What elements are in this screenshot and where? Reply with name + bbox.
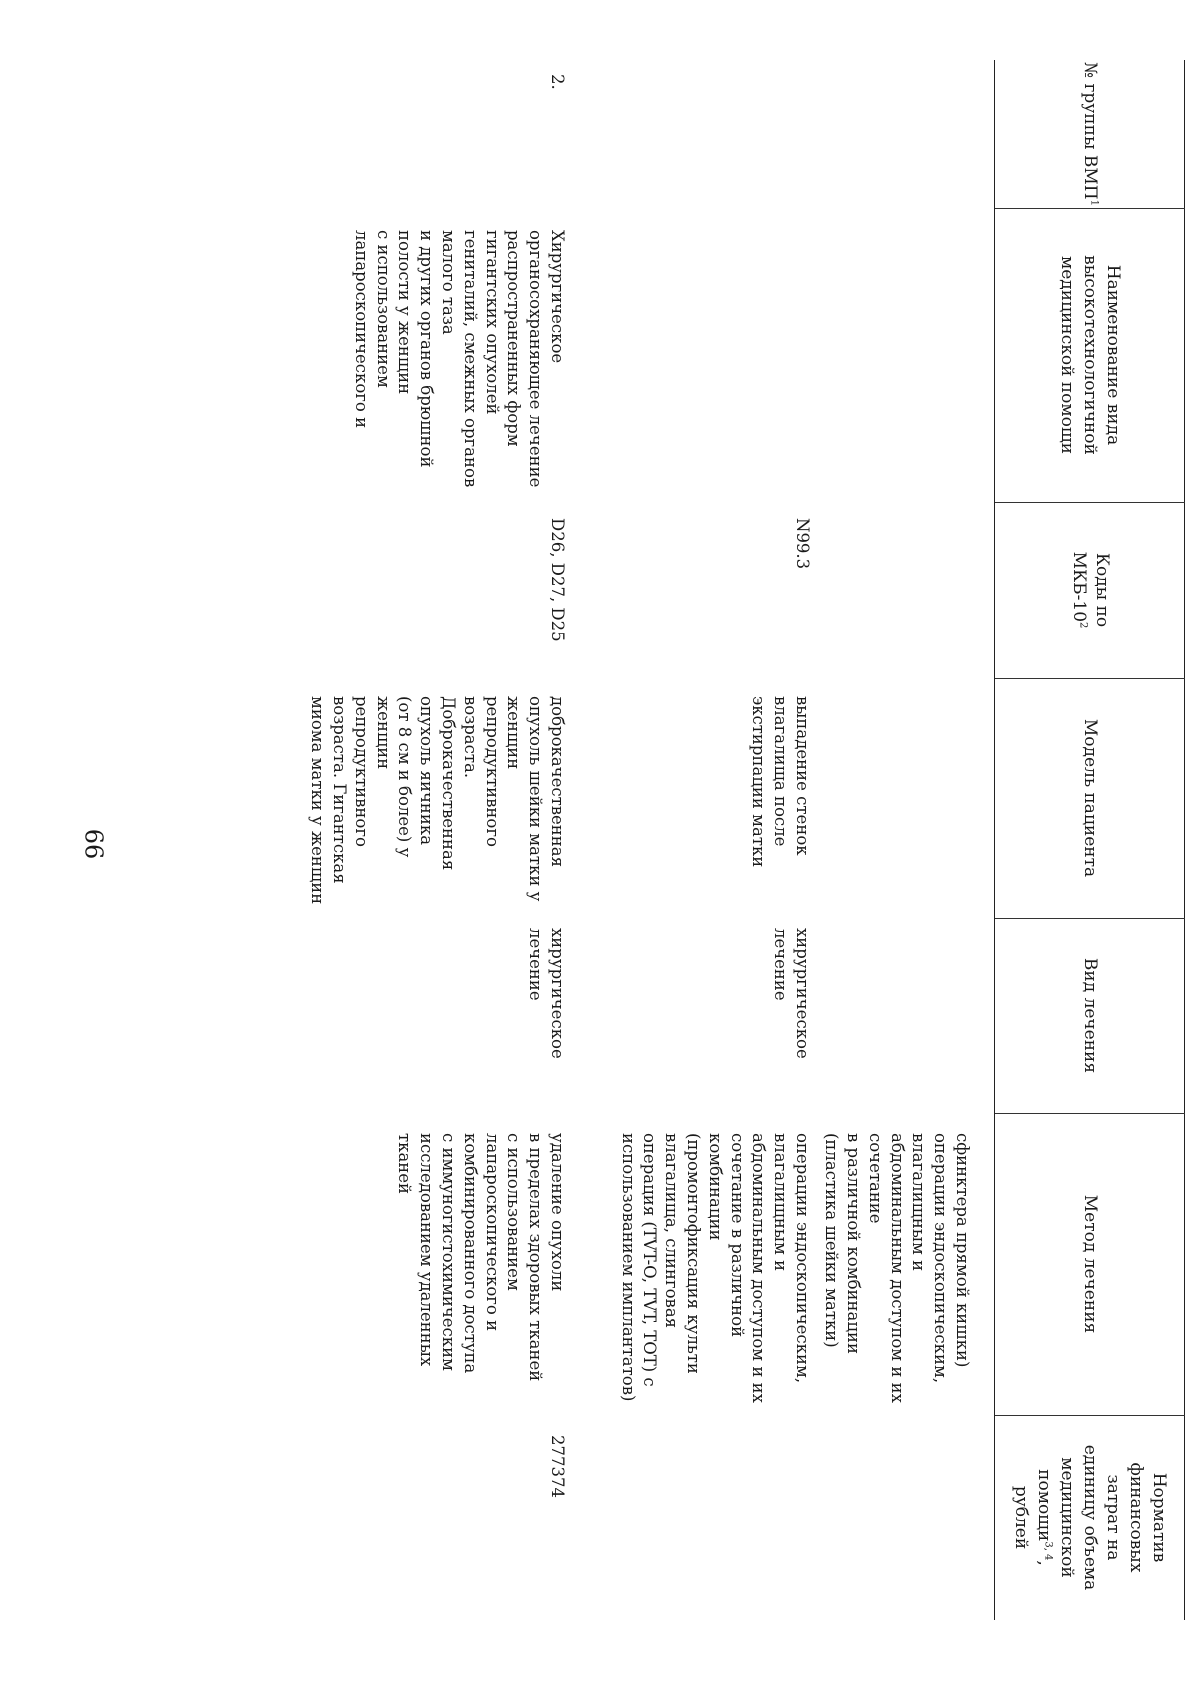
table-row-1-patient-model: выпадение стенок влагалища после экстирпации матки	[749, 696, 812, 868]
header-treatment-type	[995, 918, 1185, 1113]
table-row-0-method: сфинктера прямой кишки) операции эндоскопическим, влагалищным и абдоминальным доступом и их сочетание в различной комбинации (пластика шейки матки)	[822, 1133, 972, 1403]
header-norm	[995, 1415, 1185, 1620]
table-row-2-name: Хирургическое органосохраняющее лечение распространенных форм гигантских опухолей гениталий, смежных органов малого таза и других органов брюшной полости у женщин с использованием лапароскопического и	[351, 230, 567, 488]
header-name	[995, 208, 1185, 502]
header-codes-footnote: 2	[1077, 622, 1089, 629]
table-row-2-treatment-type: хирургическое лечение	[526, 928, 567, 1059]
header-name-text: Наименование вида высокотехнологичной медицинской помощи	[1057, 255, 1124, 455]
table-row-2-method: удаление опухоли в пределах здоровых тканей с использованием лапароскопического и комбинированного доступа с иммуногистохимическим исследованием удаленных тканей	[395, 1133, 567, 1382]
table-row-1-codes: N99.3	[793, 518, 812, 570]
page-number: 66	[79, 828, 108, 860]
header-group-no-footnote: 1	[1089, 199, 1101, 206]
header-codes	[995, 502, 1185, 678]
rotated-table	[0, 60, 1185, 1620]
table-row-2-group-no: 2.	[548, 74, 567, 90]
header-treatment-type-text: Вид лечения	[1080, 957, 1101, 1074]
header-method	[995, 1113, 1185, 1415]
header-group-no	[995, 60, 1185, 208]
table-row-2-norm: 277374	[548, 1435, 567, 1498]
header-patient-model-text: Модель пациента	[1080, 718, 1101, 878]
table-row-1-method: операции эндоскопическим, влагалищным и абдоминальным доступом и их сочетание в различной комбинации (промонтофиксация культи влагалища, слинговая операция (TVT-O, TVT, TOT) с использованием имплантатов)	[618, 1133, 812, 1403]
header-group-no-text: № группы ВМП	[1080, 62, 1101, 200]
table-row-2-codes: D26, D27, D25	[548, 518, 567, 642]
header-norm-suffix: , рублей	[1011, 1485, 1055, 1566]
header-codes-text: Коды по МКБ-10	[1069, 551, 1112, 628]
header-method-text: Метод лечения	[1080, 1194, 1101, 1334]
header-patient-model	[995, 678, 1185, 918]
header-norm-footnote: 3, 4	[1043, 1541, 1055, 1561]
header-norm-text: Норматив финансовых затрат на единицу объема медицинской помощи	[1034, 1444, 1170, 1591]
table-row-2-patient-model: доброкачественная опухоль шейки матки у женщин репродуктивного возраста. Доброкачественная опухоль яичника (от 8 см и более) у женщин репродуктивного возраста. Гигантская миома матки у женщин	[308, 696, 567, 905]
table-row-1-treatment-type: хирургическое лечение	[771, 928, 812, 1059]
